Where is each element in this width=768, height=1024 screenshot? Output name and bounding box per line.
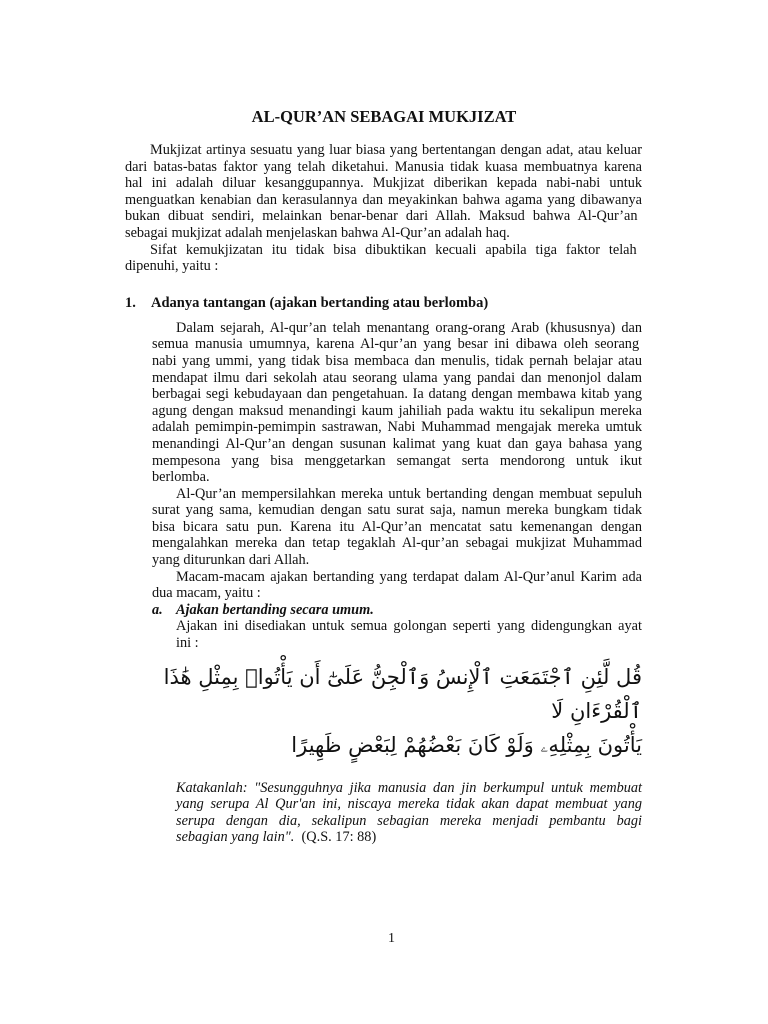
- text-line: mempesona yang bisa menggetarkan semangat serta mendorong untuk ikut: [152, 452, 642, 469]
- text-line: mendapat ilmu dari sekolah atau seorang ulama yang pandai dan menonjol dalam: [152, 369, 642, 386]
- text-line: ini :: [176, 635, 199, 652]
- text-line: Dalam sejarah, Al-qur’an telah menantang orang-orang Arab (khususnya) dan: [176, 319, 642, 336]
- subsection-title: Ajakan bertanding secara umum.: [176, 601, 374, 618]
- document-title: AL-QUR’AN SEBAGAI MUKJIZAT: [251, 107, 517, 126]
- paragraph-ajakan-umum: [176, 618, 642, 651]
- verse-translation-last-line: [176, 829, 642, 846]
- subsection-letter: a.: [152, 601, 163, 618]
- arabic-verse-line-2: يَأْتُونَ بِمِثْلِهِۦ وَلَوْ كَانَ بَعْضُهُمْ لِبَعْضٍ ظَهِيرًا: [291, 732, 642, 757]
- text-line: nabi yang ummi, yang tidak bisa membaca dan menulis, tidak pernah belajar atau: [152, 352, 642, 369]
- text-line: menguatkan kenabian dan kerasulannya dan meyakinkan bahwa agama yang dibawanya: [125, 191, 642, 208]
- text-line: bukan dibuat sendiri, melainkan benar-benar dari Allah. Maksud bahwa Al-Qur’an: [125, 208, 638, 225]
- text-line: Macam-macam ajakan bertanding yang terdapat dalam Al-Qur’anul Karim ada: [176, 568, 642, 585]
- text-line: semua manusia umumnya, karena Al-qur’an yang besar ini dibawa oleh seorang: [152, 336, 640, 353]
- section-heading-1: [125, 295, 768, 312]
- arabic-verse: [0, 660, 768, 762]
- text-line: dari batas-batas faktor yang telah diketahui. Manusia tidak kuasa membuatnya karena: [125, 158, 642, 175]
- text-line: bisa bicara satu pun. Karena itu Al-Qur’an mencatat satu kemenangan dengan: [152, 518, 642, 535]
- text-line: surat yang sama, kemudian dengan satu surat saja, namun mereka bungkam tidak: [152, 502, 642, 519]
- text-line: Al-Qur’an mempersilahkan mereka untuk bertanding dengan membuat sepuluh: [176, 485, 642, 502]
- subsection-heading-a: [152, 602, 768, 619]
- text-line: Katakanlah: "Sesungguhnya jika manusia dan jin berkumpul untuk membuat: [176, 779, 642, 796]
- page-number: 1: [388, 931, 395, 946]
- section-title: Adanya tantangan (ajakan bertanding atau berlomba): [151, 294, 489, 311]
- paragraph-sifat-kemukjizatan: [125, 242, 642, 275]
- text-line: berlomba.: [152, 469, 210, 486]
- text-line: mengalahkan mereka dan tetap tegaklah Al-qur’an sebagai mukjizat Muhammad: [152, 535, 642, 552]
- text-line: adalah pemimpin-pemimpin sastrawan, Nabi Muhammad mengajak mereka umtuk: [152, 419, 642, 436]
- translation-end: sebagian yang lain".: [176, 829, 295, 846]
- paragraph-mukjizat-definition: [125, 142, 642, 242]
- text-line: Mukjizat artinya sesuatu yang luar biasa yang bertentangan dengan adat, atau keluar: [150, 142, 642, 158]
- arabic-verse-line-1: قُل لَّئِنِ ٱجْتَمَعَتِ ٱلْإِنسُ وَٱلْجِنُّ عَلَىٰٓ أَن يَأْتُوا۟ بِمِثْلِ هَٰذَا ٱلْقُرْءَانِ لَا: [163, 664, 642, 723]
- text-line: dua macam, yaitu :: [152, 585, 261, 602]
- text-line: dipenuhi, yaitu :: [125, 258, 219, 275]
- text-line: agung dengan maksud menandingi kaum jahiliah pada waktu itu sekalipun mereka: [152, 402, 642, 419]
- text-line: berbagai segi kebudayaan dan pengetahuan. Ia datang dengan membawa kitab yang: [152, 386, 642, 403]
- text-line: Ajakan ini disediakan untuk semua golongan seperti yang didengungkan ayat: [176, 618, 642, 635]
- text-line: yang serupa Al Qur'an ini, niscaya mereka tidak akan dapat membuat yang: [176, 796, 642, 813]
- paragraph-macam-ajakan: [152, 569, 642, 602]
- verse-translation: [176, 780, 642, 830]
- text-line: hal ini adalah diluar kesanggupannya. Mukjizat diberikan kepada nabi-nabi untuk: [125, 175, 642, 192]
- section-number: 1.: [125, 294, 136, 311]
- paragraph-sejarah: [152, 320, 642, 486]
- text-line: Sifat kemukjizatan itu tidak bisa dibuktikan kecuali apabila tiga faktor telah: [150, 241, 637, 258]
- text-line: yang diturunkan dari Allah.: [152, 552, 310, 569]
- text-line: menandingi Al-Qur’an dengan susunan kalimat yang kuat dan gaya bahasa yang: [152, 435, 642, 452]
- text-line: serupa dengan dia, sekalipun sebagian mereka menjadi pembantu bagi: [176, 812, 642, 829]
- verse-citation: (Q.S. 17: 88): [301, 829, 377, 846]
- paragraph-kemenangan: [152, 486, 642, 569]
- text-line: sebagai mukjizat adalah menjelaskan bahwa Al-Qur’an adalah haq.: [125, 224, 510, 241]
